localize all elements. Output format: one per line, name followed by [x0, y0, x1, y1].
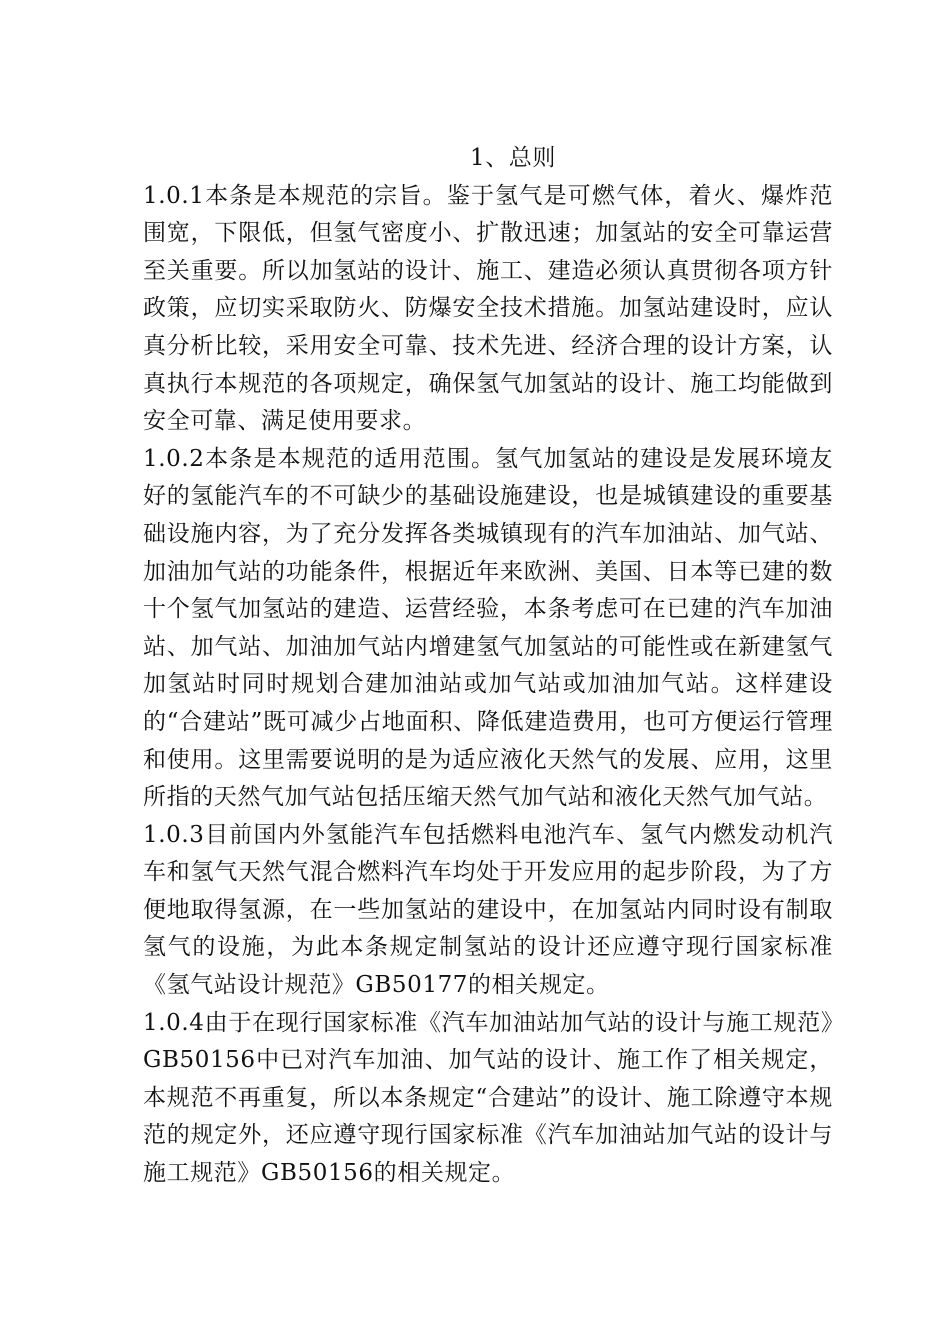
paragraph-1-0-2: 1.0.2本条是本规范的适用范围。氢气加氢站的建设是发展环境友好的氢能汽车的不可缺少的基础设施建设，也是城镇建设的重要基础设施内容，为了充分发挥各类城镇现有的汽车加油站、加气站、加油加气站的功能条件，根据近年来欧洲、美国、日本等已建的数十个氢气加氢站的建造、运营经验，本条考虑可在已建的汽车加油站、加气站、加油加气站内增建氢气加氢站的可能性或在新建氢气加氢站时同时规划合建加油站或加气站或加油加气站。这样建设的“合建站”既可减少占地面积、降低建造费用，也可方便运行管理和使用。这里需要说明的是为适应液化天然气的发展、应用，这里所指的天然气加气站包括压缩天然气加气站和液化天然气加气站。 — [143, 445, 833, 811]
document-body — [143, 140, 833, 1193]
section-title: 1、总则 — [469, 145, 557, 171]
paragraph-1-0-1: 1.0.1本条是本规范的宗旨。鉴于氢气是可燃气体，着火、爆炸范围宽，下限低，但氢气密度小、扩散迅速；加氢站的安全可靠运营至关重要。所以加氢站的设计、施工、建造必须认真贯彻各项方针政策，应切实采取防火、防爆安全技术措施。加氢站建设时，应认真分析比较，采用安全可靠、技术先进、经济合理的设计方案，认真执行本规范的各项规定，确保氢气加氢站的设计、施工均能做到安全可靠、满足使用要求。 — [143, 182, 833, 435]
paragraph-1-0-4: 1.0.4由于在现行国家标准《汽车加油站加气站的设计与施工规范》GB50156中已对汽车加油、加气站的设计、施工作了相关规定，本规范不再重复，所以本条规定“合建站”的设计、施工除遵守本规范的规定外，还应遵守现行国家标准《汽车加油站加气站的设计与施工规范》GB50156的相关规定。 — [143, 1009, 833, 1187]
paragraph-1-0-3: 1.0.3目前国内外氢能汽车包括燃料电池汽车、氢气内燃发动机汽车和氢气天然气混合燃料汽车均处于开发应用的起步阶段，为了方便地取得氢源，在一些加氢站的建设中，在加氢站内同时设有制取氢气的设施，为此本条规定制氢站的设计还应遵守现行国家标准《氢气站设计规范》GB50177的相关规定。 — [143, 821, 833, 999]
